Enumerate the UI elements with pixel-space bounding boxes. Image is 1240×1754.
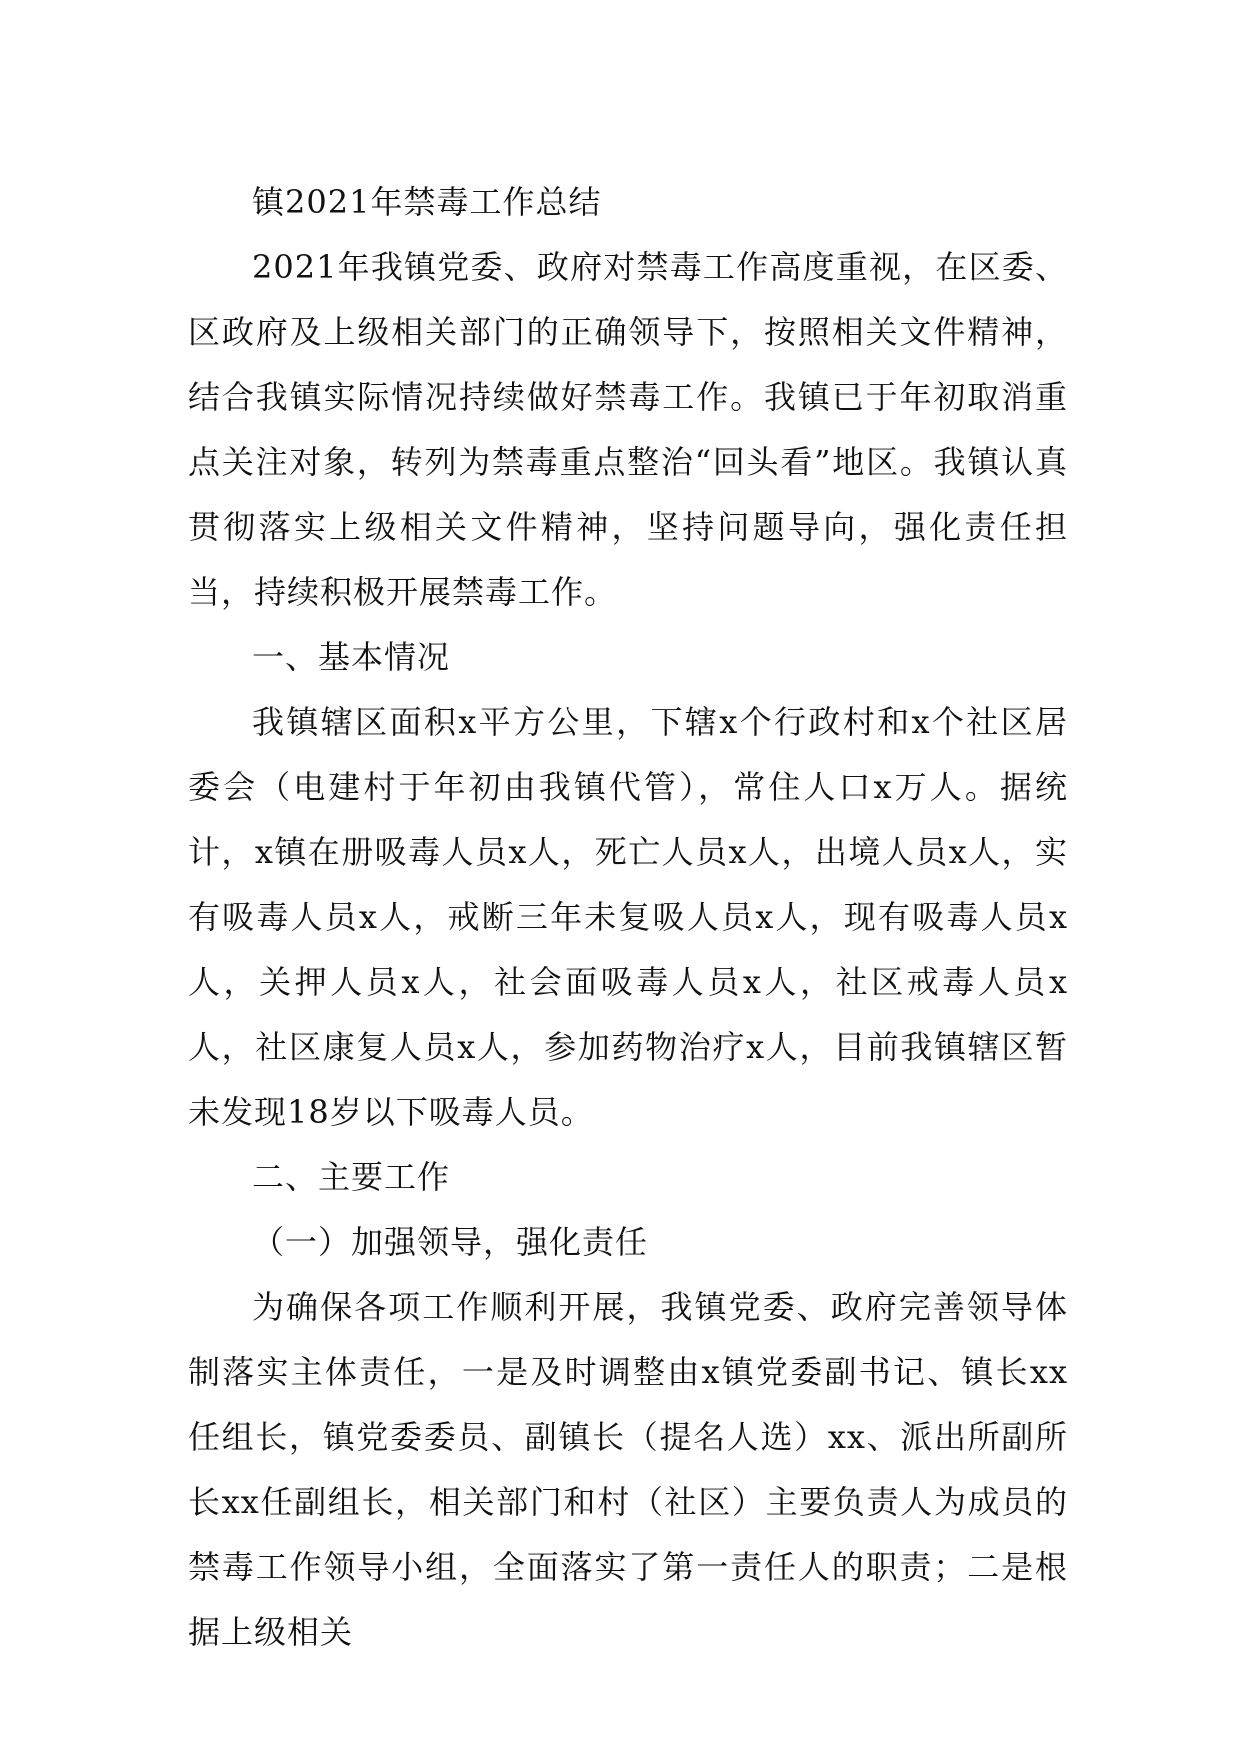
- section-heading-main-work: 二、主要工作: [252, 1158, 451, 1196]
- document-title: 镇2021年禁毒工作总结: [252, 183, 602, 221]
- leadership-paragraph: 为确保各项工作顺利开展，我镇党委、政府完善领导体制落实主体责任，一是及时调整由x镇党委副书记、镇长xx任组长，镇党委委员、副镇长（提名人选）xx、派出所副所长xx任副组长，相关部门和村（社区）主要负责人为成员的禁毒工作领导小组，全面落实了第一责任人的职责；二是根据上级相关: [188, 1288, 1068, 1651]
- subsection-heading-leadership: （一）加强领导，强化责任: [252, 1223, 649, 1261]
- section-heading-basic-situation: 一、基本情况: [252, 638, 451, 676]
- document-body: [188, 170, 1068, 1665]
- basic-situation-paragraph: 我镇辖区面积x平方公里，下辖x个行政村和x个社区居委会（电建村于年初由我镇代管），常住人口x万人。据统计，x镇在册吸毒人员x人，死亡人员x人，出境人员x人，实有吸毒人员x人，戒断三年未复吸人员x人，现有吸毒人员x人，关押人员x人，社会面吸毒人员x人，社区戒毒人员x人，社区康复人员x人，参加药物治疗x人，目前我镇辖区暂未发现18岁以下吸毒人员。: [188, 703, 1068, 1131]
- intro-paragraph: 2021年我镇党委、政府对禁毒工作高度重视，在区委、区政府及上级相关部门的正确领导下，按照相关文件精神，结合我镇实际情况持续做好禁毒工作。我镇已于年初取消重点关注对象，转列为禁毒重点整治“回头看”地区。我镇认真贯彻落实上级相关文件精神，坚持问题导向，强化责任担当，持续积极开展禁毒工作。: [188, 248, 1068, 611]
